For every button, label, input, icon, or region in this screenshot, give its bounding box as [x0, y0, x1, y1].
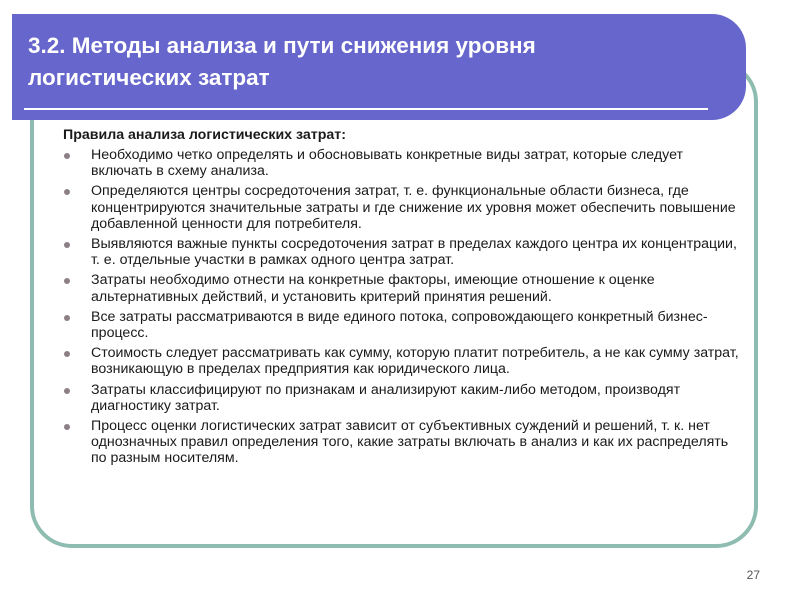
page-number: 27 — [746, 568, 760, 582]
bullet-icon — [64, 315, 70, 321]
list-item — [63, 418, 743, 467]
list-item-text: Выявляются важные пункты сосредоточения затрат в пределах каждого центра их концентрации, т. е. отдельные участки в рамках одного центра затрат. — [91, 236, 737, 269]
bullet-icon — [64, 189, 70, 195]
list-item-text: Процесс оценки логистических затрат зависит от субъективных суждений и решений, т. к. нет однозначных правил определения того, какие затраты включать в анализ и как их распределять по разным носителям. — [91, 418, 729, 467]
list-item-text: Все затраты рассматриваются в виде единого потока, сопровождающего конкретный бизнес-процесс. — [91, 308, 708, 342]
list-item-text: Стоимость следует рассматривать как сумму, которую платит потребитель, а не как сумму затрат, возникающую в пределах предприятия как юридического лица. — [91, 345, 739, 378]
bullet-icon — [64, 153, 70, 159]
bullet-list — [63, 147, 743, 467]
list-item — [63, 345, 743, 377]
title-underline — [24, 108, 708, 110]
bullet-icon — [64, 351, 70, 357]
bullet-icon — [64, 278, 70, 284]
slide-title: 3.2. Методы анализа и пути снижения уровня логистических затрат — [28, 33, 536, 90]
list-item — [63, 309, 743, 341]
list-item — [63, 382, 743, 414]
list-item-text: Затраты классифицируют по признакам и анализируют каким-либо методом, производят диагностику затрат. — [91, 381, 681, 414]
list-item-text: Определяются центры сосредоточения затрат, т. е. функциональные области бизнеса, где концентрируются значительные затраты и где снижение их уровня может обеспечить повышение добавленной ценности для потребителя. — [91, 183, 736, 232]
list-item-text: Затраты необходимо отнести на конкретные факторы, имеющие отношение к оценке альтернативных действий, и установить критерий принятия решений. — [91, 272, 655, 305]
subheading: Правила анализа логистических затрат: — [63, 127, 346, 143]
list-item — [63, 183, 743, 232]
bullet-icon — [64, 242, 70, 248]
bullet-icon — [64, 424, 70, 430]
list-item — [63, 236, 743, 268]
list-item — [63, 147, 743, 179]
slide-content — [63, 126, 743, 471]
list-item — [63, 272, 743, 304]
list-item-text: Необходимо четко определять и обосновывать конкретные виды затрат, которые следует включать в схему анализа. — [91, 147, 684, 180]
bullet-icon — [64, 388, 70, 394]
